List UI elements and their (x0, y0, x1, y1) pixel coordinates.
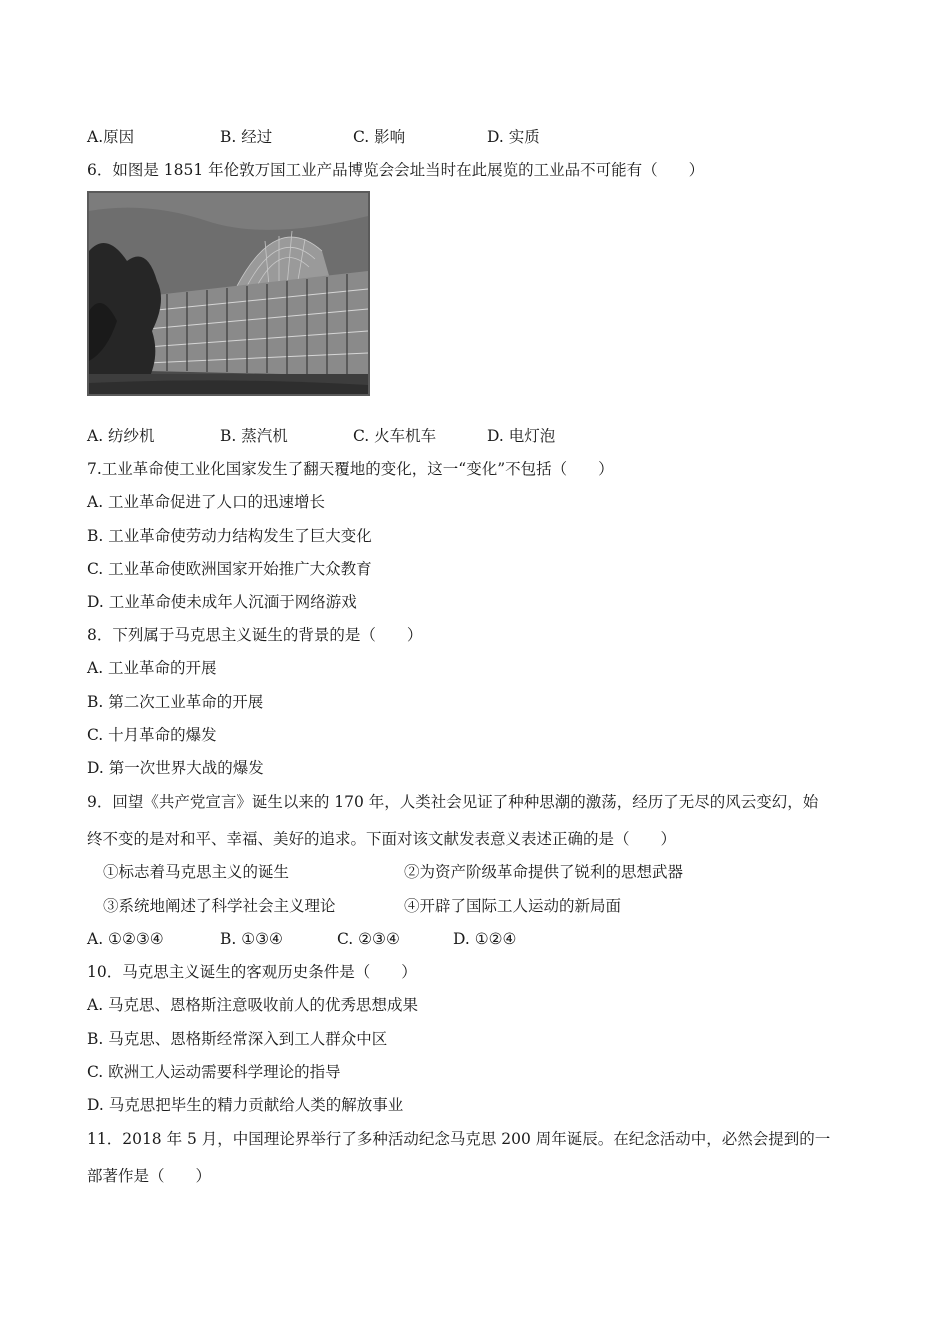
q11-stem-line-2: 部著作是（ ） (87, 1167, 212, 1185)
q9-item-2: ②为资产阶级革命提供了锐利的思想武器 (404, 863, 684, 881)
q10-option-b[interactable]: B. 马克思、恩格斯经常深入到工人群众中区 (87, 1030, 388, 1048)
q10-stem: 10．马克思主义诞生的客观历史条件是（ ） (87, 963, 417, 981)
q6-option-b[interactable]: B. 蒸汽机 (220, 427, 288, 445)
q6-option-c[interactable]: C. 火车机车 (353, 427, 437, 445)
q6-option-a[interactable]: A. 纺纱机 (87, 427, 155, 445)
q9-item-4: ④开辟了国际工人运动的新局面 (404, 897, 622, 915)
q10-option-c[interactable]: C. 欧洲工人运动需要科学理论的指导 (87, 1063, 341, 1081)
q7-stem: 7.工业革命使工业化国家发生了翻天覆地的变化，这一“变化”不包括（ ） (87, 460, 614, 478)
q8-option-b[interactable]: B. 第二次工业革命的开展 (87, 693, 264, 711)
q5-option-d[interactable]: D. 实质 (487, 128, 540, 146)
q9-items-row-2 (87, 896, 767, 916)
q9-option-a[interactable]: A. ①②③④ (87, 930, 164, 948)
q7-option-d[interactable]: D. 工业革命使未成年人沉湎于网络游戏 (87, 593, 357, 611)
q9-option-b[interactable]: B. ①③④ (220, 930, 283, 948)
q6-options (87, 426, 607, 446)
q7-option-a[interactable]: A. 工业革命促进了人口的迅速增长 (87, 493, 326, 511)
q10-option-d[interactable]: D. 马克思把毕生的精力贡献给人类的解放事业 (87, 1096, 404, 1114)
q9-stem-line-1: 9．回望《共产党宣言》诞生以来的 170 年，人类社会见证了种种思潮的激荡，经历了无尽的风云变幻，始 (87, 793, 819, 811)
q10-option-a[interactable]: A. 马克思、恩格斯注意吸收前人的优秀思想成果 (87, 996, 419, 1014)
q11-stem-line-1: 11．2018 年 5 月，中国理论界举行了多种活动纪念马克思 200 周年诞辰。在纪念活动中，必然会提到的一 (87, 1130, 831, 1148)
q5-option-a[interactable]: A.原因 (87, 128, 135, 146)
q7-option-b[interactable]: B. 工业革命使劳动力结构发生了巨大变化 (87, 527, 372, 545)
q9-stem-line-2: 终不变的是对和平、幸福、美好的追求。下面对该文献发表意义表述正确的是（ ） (87, 830, 677, 848)
q8-stem: 8．下列属于马克思主义诞生的背景的是（ ） (87, 626, 423, 644)
crystal-palace-photo (87, 191, 370, 396)
q5-option-b[interactable]: B. 经过 (220, 128, 273, 146)
q6-option-d[interactable]: D. 电灯泡 (487, 427, 556, 445)
q9-options (87, 929, 607, 949)
q6-stem: 6．如图是 1851 年伦敦万国工业产品博览会会址当时在此展览的工业品不可能有（ ） (87, 161, 705, 179)
q8-option-d[interactable]: D. 第一次世界大战的爆发 (87, 759, 264, 777)
q5-option-c[interactable]: C. 影响 (353, 128, 406, 146)
q8-option-a[interactable]: A. 工业革命的开展 (87, 659, 217, 677)
q9-option-d[interactable]: D. ①②④ (453, 930, 517, 948)
q9-items-row-1 (87, 862, 767, 882)
q7-option-c[interactable]: C. 工业革命使欧洲国家开始推广大众教育 (87, 560, 372, 578)
q9-item-1: ①标志着马克思主义的诞生 (103, 863, 290, 881)
q8-option-c[interactable]: C. 十月革命的爆发 (87, 726, 217, 744)
q9-option-c[interactable]: C. ②③④ (337, 930, 400, 948)
q5-options (87, 127, 587, 147)
q9-item-3: ③系统地阐述了科学社会主义理论 (103, 897, 336, 915)
